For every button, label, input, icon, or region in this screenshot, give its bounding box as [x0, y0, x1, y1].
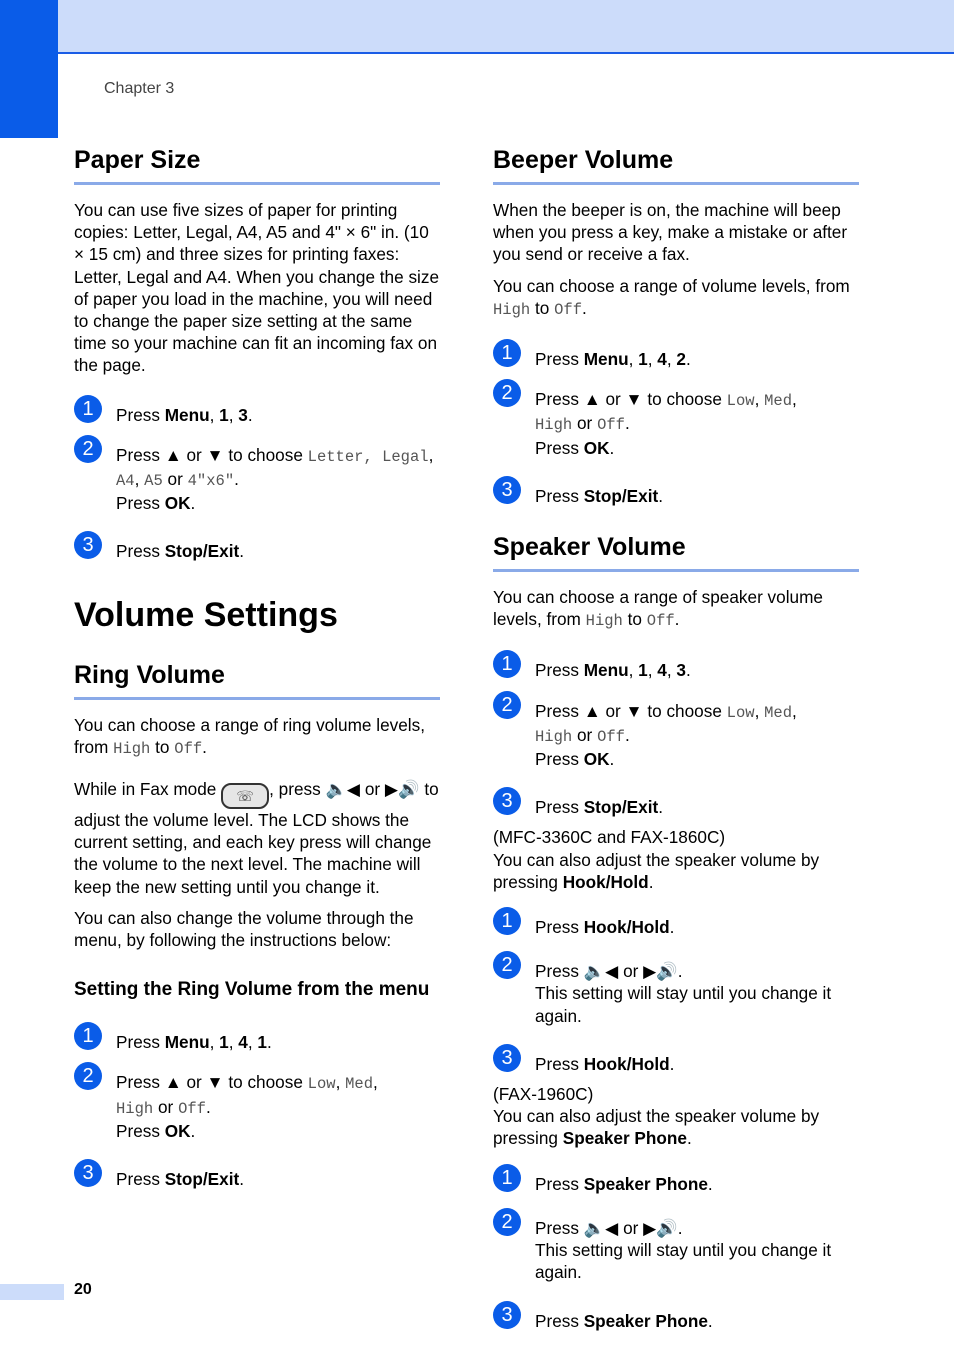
mfc-model-note: (MFC-3360C and FAX-1860C)	[493, 827, 726, 848]
page-tab	[0, 1284, 64, 1300]
step-number-icon: 3	[74, 1159, 102, 1187]
mfc-adjust-text: You can also adjust the speaker volume by pressing Hook/Hold.	[493, 849, 820, 892]
ring-volume-intro: You can choose a range of ring volume levels, from High to Off.	[74, 714, 425, 758]
volume-keys-icon: 🔈◀ or ▶🔊	[325, 779, 420, 800]
ring-volume-subheading: Setting the Ring Volume from the menu	[74, 979, 430, 1001]
chapter-label: Chapter 3	[104, 80, 175, 97]
step-number-icon: 2	[493, 1208, 521, 1236]
volume-keys-icon: 🔈◀ or ▶🔊	[583, 1217, 678, 1238]
page-number: 20	[74, 1281, 92, 1298]
paper-size-step-2: 2 Press ▲ or ▼ to choose Letter, Legal, A4, A5 or 4"x6". Press OK.	[74, 444, 440, 515]
ring-volume-heading: Ring Volume	[74, 659, 440, 700]
step-number-icon: 1	[493, 907, 521, 935]
step-number-icon: 3	[493, 787, 521, 815]
step-number-icon: 2	[493, 951, 521, 979]
mfc-step-2: 2 Press 🔈◀ or ▶🔊. This setting will stay until you change it again.	[493, 960, 859, 1027]
step-number-icon: 1	[493, 650, 521, 678]
speaker-volume-intro: You can choose a range of speaker volume levels, from High to Off.	[493, 587, 823, 631]
paper-size-step-3: 3 Press Stop/Exit.	[74, 540, 440, 562]
fax-mode-button-icon: ☏	[221, 783, 269, 809]
ring-volume-step-1: 1 Press Menu, 1, 4, 1.	[74, 1031, 440, 1053]
paper-size-step-1: 1 Press Menu, 1, 3.	[74, 404, 440, 426]
beeper-volume-step-1: 1 Press Menu, 1, 4, 2.	[493, 348, 859, 370]
chapter-tab	[0, 0, 58, 138]
step-number-icon: 1	[493, 1164, 521, 1192]
step-number-icon: 1	[74, 1022, 102, 1050]
beeper-volume-step-3: 3 Press Stop/Exit.	[493, 485, 859, 507]
step-number-icon: 3	[74, 531, 102, 559]
paper-size-heading: Paper Size	[74, 144, 440, 185]
step-number-icon: 3	[493, 476, 521, 504]
ring-volume-adjust-text: While in Fax mode ☏ , press 🔈◀ or ▶🔊 to adjust the volume level. The LCD shows the current setting, and each key press will change the volume to the next level. The machine will keep the new setting until you change it.	[74, 779, 439, 897]
left-column	[74, 144, 440, 1190]
volume-keys-icon: 🔈◀ or ▶🔊	[583, 961, 678, 982]
step-number-icon: 3	[493, 1301, 521, 1329]
beeper-volume-step-2: 2 Press ▲ or ▼ to choose Low, Med, High or Off. Press OK.	[493, 388, 859, 459]
speaker-volume-heading: Speaker Volume	[493, 531, 859, 572]
step-number-icon: 1	[493, 339, 521, 367]
step-number-icon: 2	[493, 379, 521, 407]
paper-size-intro: You can use five sizes of paper for printing copies: Letter, Legal, A4, A5 and 4" × 6" in. (10 × 15 cm) and three sizes for printing faxes: Letter, Legal and A4. When you change the size of paper you load in the machine, you will need to change the paper size setting at the same time so your machine can fit an incoming fax on the page.	[74, 200, 440, 376]
step-number-icon: 1	[74, 395, 102, 423]
fax-step-3: 3 Press Speaker Phone.	[493, 1310, 859, 1332]
mfc-step-3: 3 Press Hook/Hold.	[493, 1053, 859, 1075]
beeper-volume-range: You can choose a range of volume levels, from High to Off.	[493, 275, 850, 319]
fax-model-note: (FAX-1960C)	[493, 1084, 594, 1105]
speaker-volume-step-1: 1 Press Menu, 1, 4, 3.	[493, 659, 859, 681]
fax-step-2: 2 Press 🔈◀ or ▶🔊. This setting will stay until you change it again.	[493, 1217, 859, 1284]
fax-step-1: 1 Press Speaker Phone.	[493, 1173, 859, 1195]
step-number-icon: 2	[74, 1062, 102, 1090]
header-bar	[0, 0, 954, 54]
mfc-step-1: 1 Press Hook/Hold.	[493, 916, 859, 938]
speaker-volume-step-3: 3 Press Stop/Exit.	[493, 796, 859, 818]
ring-volume-step-3: 3 Press Stop/Exit.	[74, 1168, 440, 1190]
ring-volume-step-2: 2 Press ▲ or ▼ to choose Low, Med, High or Off. Press OK.	[74, 1071, 440, 1142]
speaker-volume-step-2: 2 Press ▲ or ▼ to choose Low, Med, High or Off. Press OK.	[493, 700, 859, 771]
step-number-icon: 2	[493, 691, 521, 719]
right-column	[493, 144, 859, 1332]
step-number-icon: 2	[74, 435, 102, 463]
fax-adjust-text: You can also adjust the speaker volume by pressing Speaker Phone.	[493, 1106, 820, 1149]
ring-volume-menu-text: You can also change the volume through the menu, by following the instructions below:	[74, 907, 414, 951]
beeper-volume-heading: Beeper Volume	[493, 144, 859, 185]
step-number-icon: 3	[493, 1044, 521, 1072]
volume-settings-heading: Volume Settings	[74, 595, 338, 634]
beeper-volume-intro: When the beeper is on, the machine will beep when you press a key, make a mistake or after you send or receive a fax.	[493, 200, 848, 265]
